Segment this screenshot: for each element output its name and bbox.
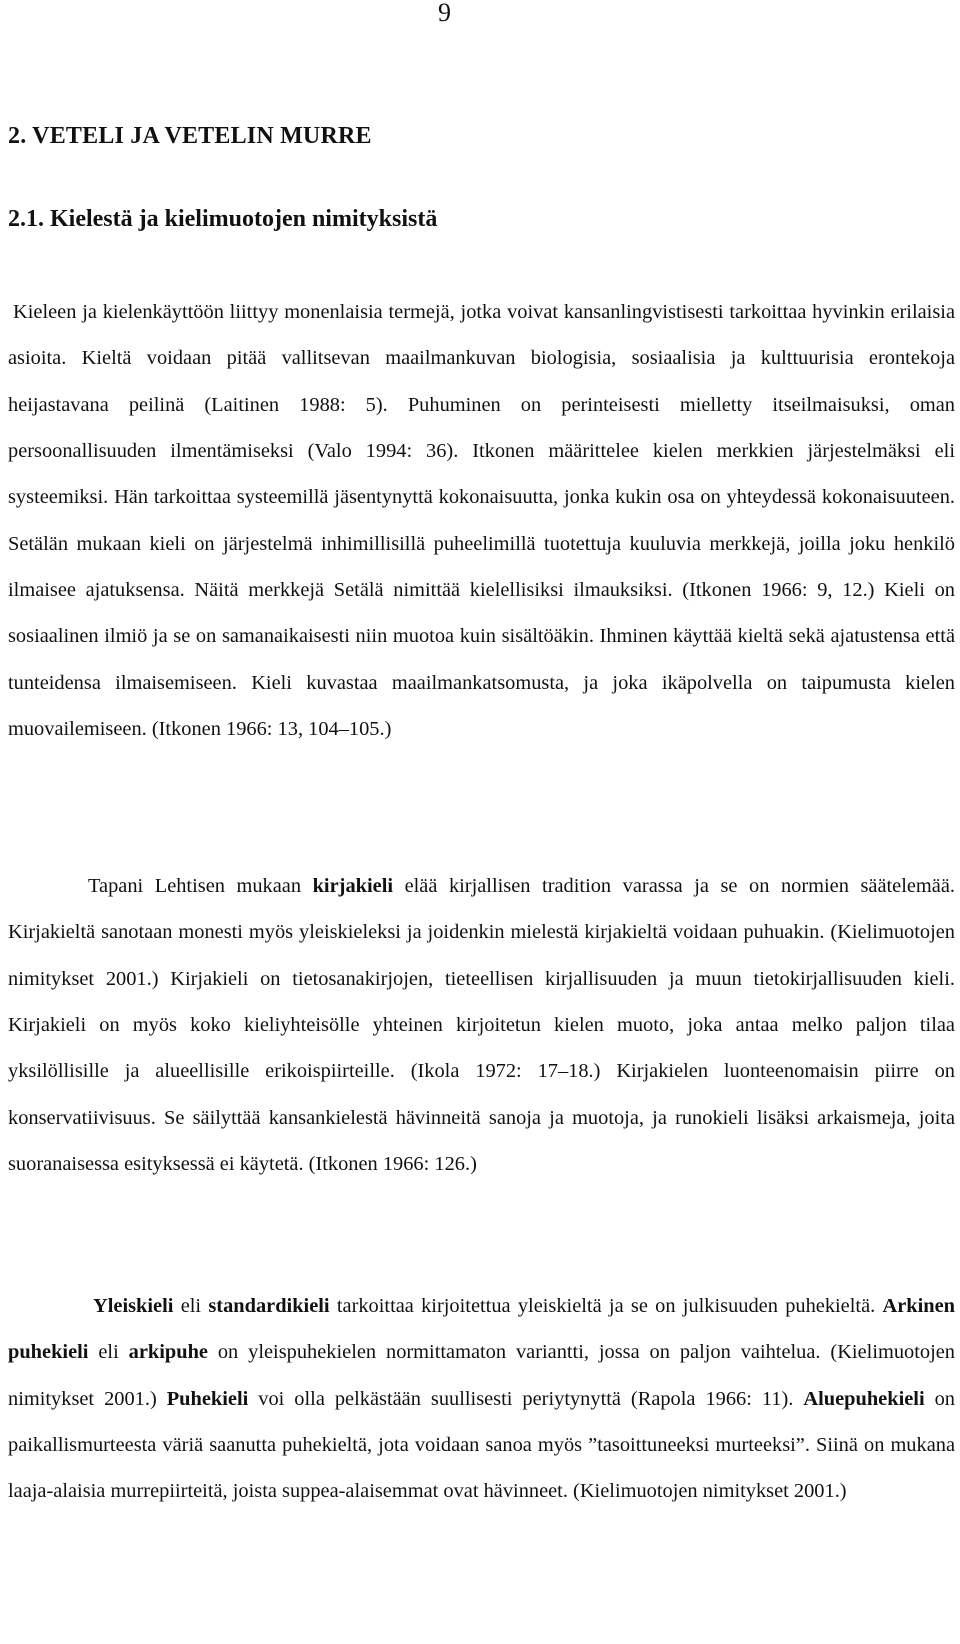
paragraph-text: eli [88, 1341, 129, 1364]
term-puhekieli: Puhekieli [166, 1387, 249, 1410]
paragraph-text: on yleispuhekielen normittamaton variantti, jossa on paljon vaihtelua. (Kielimuotojen nimitykset 2001.) [8, 1341, 956, 1410]
paragraph-text: Tapani Lehtisen mukaan [88, 875, 313, 897]
paragraph-language-definitions: Kieleen ja kielenkäyttöön liittyy monenlaisia termejä, jotka voivat kansanlingvistisesti tarkoittaa hyvinkin erilaisia asioita. Kieltä voidaan pitää vallitsevan maailmankuvan biologisia, sosiaalisia ja kulttuurisia erontekoja heijastavana peilinä (Laitinen 1988: 5). Puhuminen on perinteisesti mielletty itseilmaisuksi, oman persoonallisuuden ilmentämiseksi (Valo 1994: 36). Itkonen määrittelee kielen merkkien järjestelmäksi eli systeemiksi. Hän tarkoittaa systeemillä jäsentynyttä kokonaisuutta, jonka kukin osa on yhteydessä kokonaisuuteen. Setälän mukaan kieli on järjestelmä inhimillisillä puheelimillä tuotettuja kuuluvia merkkejä, joilla joku henkilö ilmaisee ajatuksensa. Näitä merkkejä Setälä nimittää kielellisiksi ilmauksiksi. (Itkonen 1966: 9, 12.) Kieli on sosiaalinen ilmiö ja se on samanaikaisesti niin muotoa kuin sisältöäkin. Ihminen käyttää kieltä sekä ajatustensa että tunteidensa ilmaisemiseen. Kieli kuvastaa maailmankatsomusta, ja joka ikäpolvella on taipumusta kielen muovailemiseen. (Itkonen 1966: 13, 104–105.) [8, 301, 955, 741]
chapter-heading: 2. VETELI JA VETELIN MURRE [8, 123, 372, 149]
section-heading: 2.1. Kielestä ja kielimuotojen nimityksistä [8, 206, 438, 232]
paragraph-text: elää kirjallisen tradition varassa ja se on normien säätelemää. Kirjakieltä sanotaan monesti myös yleiskieleksi ja joidenkin mielestä kirjakieltä voidaan puhuakin. (Kielimuotojen nimitykset 2001.) Kirjakieli on tietosanakirjojen, tieteellisen kirjallisuuden ja muun tietokirjallisuuden kieli. Kirjakieli on myös koko kieliyhteisölle yhteinen kirjoitetun kielen muoto, joka antaa melko paljon tilaa yksilöllisille ja alueellisille erikoispiirteille. (Ikola 1972: 17–18.) Kirjakielen luonteenomaisin piirre on konservatiivisuus. Se säilyttää kansankielestä hävinneitä sanoja ja muotoja, ja runokieli lisäksi arkaismeja, joita suoranaisessa esityksessä ei käytetä. (Itkonen 1966: 126.) [8, 875, 955, 1176]
term-kirjakieli: kirjakieli [312, 875, 394, 897]
term-standardikieli: standardikieli [208, 1295, 330, 1317]
term-yleiskieli: Yleiskieli [93, 1295, 174, 1317]
page-number: 9 [438, 0, 451, 27]
paragraph-text: on paikallismurteesta väriä saanutta puhekieltä, jota voidaan sanoa myös ”tasoittuneeksi murteeksi”. Siinä on mukana laaja-alaisia murrepiirteitä, joista suppea-alaisemmat ovat hävinneet. (Kielimuotojen nimitykset 2001.) [8, 1387, 955, 1503]
paragraph-text: eli [173, 1295, 209, 1317]
term-aluepuhekieli: Aluepuhekieli [803, 1387, 925, 1410]
paragraph-text: tarkoittaa kirjoitettua yleiskieltä ja se on julkisuuden puhekieltä. [329, 1295, 883, 1317]
paragraph-language-varieties [8, 1283, 955, 1515]
paragraph-written-language [8, 863, 955, 1187]
paragraph-text: voi olla pelkästään suullisesti periytynyttä (Rapola 1966: 11). [248, 1387, 804, 1410]
term-arkipuhe: arkipuhe [128, 1341, 208, 1364]
term-arkinen-puhekieli: Arkinen puhekieli [8, 1295, 955, 1364]
